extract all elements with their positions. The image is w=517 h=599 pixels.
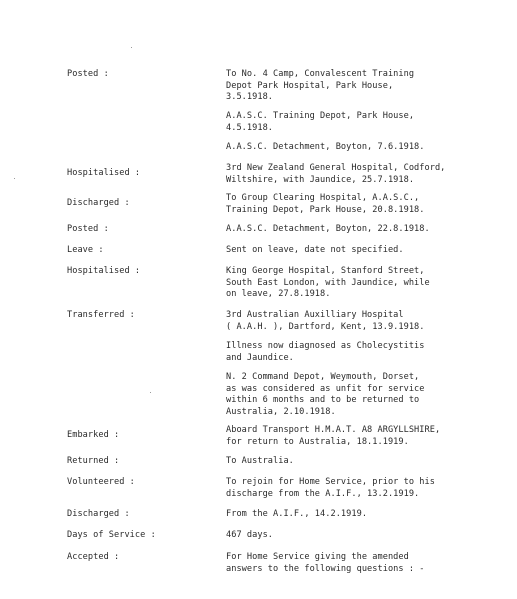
entry-text: To Australia. [226, 456, 294, 466]
entry-text: To No. 4 Camp, Convalescent Training Depot Park Hospital, Park House, 3.5.1918. [226, 69, 415, 103]
entry-text: 467 days. [226, 530, 274, 540]
entry-text: N. 2 Command Depot, Weymouth, Dorset, as was considered as unfit for service within 6 months and to be returned to Australia, 2.10.1918. [226, 372, 425, 417]
entry-label: Posted : [67, 224, 109, 234]
entry-text: 3rd New Zealand General Hospital, Codford, Wiltshire, with Jaundice, 25.7.1918. [226, 163, 446, 185]
scan-speck [131, 47, 132, 48]
entry-text: From the A.I.F., 14.2.1919. [226, 509, 368, 519]
entry-text: To rejoin for Home Service, prior to his discharge from the A.I.F., 13.2.1919. [226, 477, 435, 499]
entry-text: A.A.S.C. Detachment, Boyton, 7.6.1918. [226, 142, 425, 152]
entry-label: Discharged : [67, 198, 130, 208]
entry-label: Discharged : [67, 509, 130, 519]
scan-speck [150, 392, 151, 393]
entry-text: To Group Clearing Hospital, A.A.S.C., Training Depot, Park House, 20.8.1918. [226, 193, 425, 215]
entry-label: Volunteered : [67, 477, 135, 487]
entry-label: Leave : [67, 245, 104, 255]
entry-label: Hospitalised : [67, 168, 141, 178]
entry-label: Transferred : [67, 310, 135, 320]
scan-speck [14, 178, 15, 179]
entry-label: Accepted : [67, 552, 120, 562]
entry-text: Aboard Transport H.M.A.T. A8 ARGYLLSHIRE, for return to Australia, 18.1.1919. [226, 425, 441, 447]
entry-text: A.A.S.C. Training Depot, Park House, 4.5.1918. [226, 111, 415, 133]
entry-label: Embarked : [67, 430, 120, 440]
entry-label: Days of Service : [67, 530, 156, 540]
entry-text: Illness now diagnosed as Cholecystitis and Jaundice. [226, 341, 425, 363]
entry-text: A.A.S.C. Detachment, Boyton, 22.8.1918. [226, 224, 430, 234]
entry-text: For Home Service giving the amended answers to the following questions : - [226, 552, 425, 574]
entry-text: King George Hospital, Stanford Street, South East London, with Jaundice, while on leave, 27.8.1918. [226, 266, 430, 300]
entry-label: Returned : [67, 456, 120, 466]
entry-label: Hospitalised : [67, 266, 141, 276]
entry-label: Posted : [67, 69, 109, 79]
entry-text: Sent on leave, date not specified. [226, 245, 404, 255]
entry-text: 3rd Australian Auxilliary Hospital ( A.A.H. ), Dartford, Kent, 13.9.1918. [226, 310, 425, 332]
